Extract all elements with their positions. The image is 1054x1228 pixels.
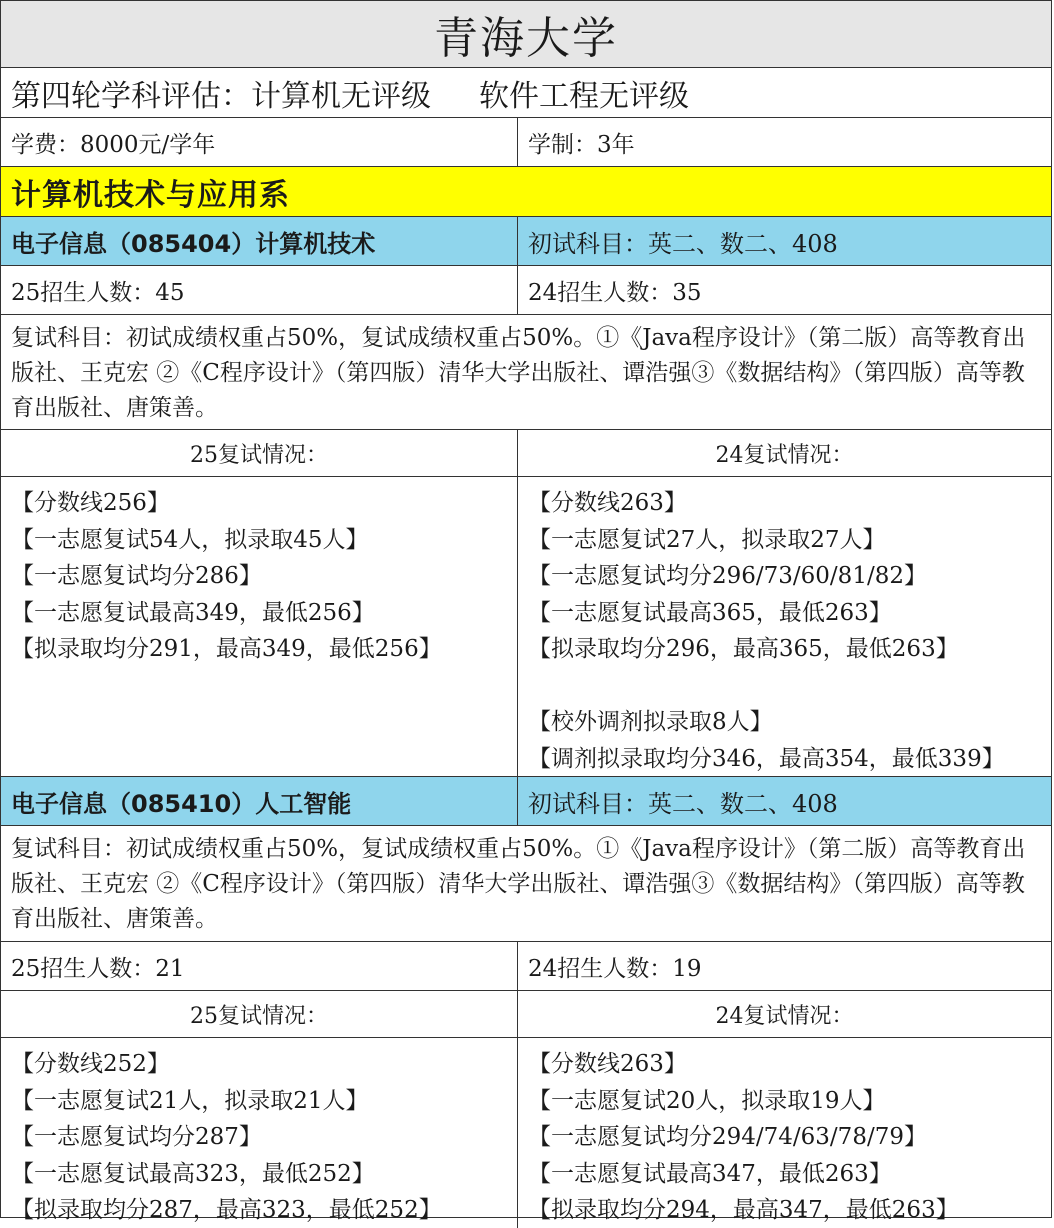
list-item: 【拟录取均分287，最高323，最低252】	[11, 1197, 442, 1223]
retest-subjects: 复试科目：初试成绩权重占50%，复试成绩权重占50%。①《Java程序设计》（第二版）高等教育出版社、王克宏 ②《C程序设计》（第四版）清华大学出版社、谭浩强③《数据结构》（第四版）高等教育出版社、唐策善。	[11, 836, 1026, 932]
retest-24-header: 24复试情况：	[715, 1003, 854, 1029]
retest-header-row	[1, 430, 1051, 477]
university-title: 青海大学	[1, 1, 1051, 67]
retest-25-header: 25复试情况：	[1, 430, 518, 476]
list-item: 【一志愿复试54人，拟录取45人】	[11, 526, 369, 553]
retest-subjects: 复试科目：初试成绩权重占50%，复试成绩权重占50%。①《Java程序设计》（第二版）高等教育出版社、王克宏 ②《C程序设计》（第四版）清华大学出版社、谭浩强③《数据结构》（第四版）高等教育出版社、唐策善。	[11, 325, 1026, 421]
evaluation-cs: 第四轮学科评估：计算机无评级	[11, 78, 431, 114]
evaluation-row	[1, 68, 1051, 118]
list-item: 【拟录取均分294，最高347，最低263】	[528, 1197, 959, 1223]
evaluation-se: 软件工程无评级	[479, 78, 689, 114]
enroll-25: 25招生人数：45	[1, 266, 518, 314]
exam-subjects: 初试科目：英二、数二、408	[518, 777, 1051, 825]
list-item: 【一志愿复试最高323，最低252】	[11, 1160, 375, 1187]
list-item: 【分数线263】	[528, 1051, 687, 1077]
program-name: 电子信息（085404）计算机技术	[11, 229, 376, 258]
list-item: 【拟录取均分296，最高365，最低263】	[528, 636, 959, 662]
list-item: 【一志愿复试均分294/74/63/78/79】	[528, 1124, 927, 1150]
list-item: 【一志愿复试均分296/73/60/81/82】	[528, 563, 927, 589]
enroll-24: 24招生人数：19	[528, 955, 702, 982]
program-header-row	[1, 777, 1051, 826]
list-item: 【调剂拟录取均分346，最高354，最低339】	[528, 745, 1005, 772]
retest-subjects-row	[1, 826, 1051, 942]
retest-24-list	[518, 1038, 1051, 1228]
retest-subjects-row	[1, 315, 1051, 430]
list-item: 【一志愿复试20人，拟录取19人】	[528, 1087, 886, 1114]
enrollment-row	[1, 942, 1051, 991]
list-item: 【分数线252】	[11, 1051, 170, 1077]
department-row	[1, 167, 1051, 217]
list-item: 【一志愿复试最高349，最低256】	[11, 599, 375, 626]
program-name: 电子信息（085410）人工智能	[11, 789, 352, 818]
exam-subjects: 初试科目：英二、数二、408	[518, 217, 1051, 265]
enroll-25: 25招生人数：21	[1, 942, 518, 990]
retest-25-header: 25复试情况：	[1, 991, 518, 1037]
list-item: 【一志愿复试均分286】	[11, 563, 262, 589]
retest-25-list	[1, 1038, 518, 1228]
program-header-row	[1, 217, 1051, 266]
list-item: 【一志愿复试21人，拟录取21人】	[11, 1087, 369, 1114]
retest-25-list	[1, 477, 518, 776]
list-item: 【一志愿复试27人，拟录取27人】	[528, 526, 886, 553]
title-row	[1, 1, 1051, 68]
list-item: 【一志愿复试均分287】	[11, 1124, 262, 1150]
retest-detail-row	[1, 477, 1051, 777]
list-item: 【一志愿复试最高347，最低263】	[528, 1160, 892, 1187]
enroll-24: 24招生人数：35	[528, 279, 702, 306]
retest-detail-row	[1, 1038, 1051, 1228]
list-item: 【分数线256】	[11, 490, 170, 516]
discipline-evaluation	[1, 68, 1051, 117]
list-item: 【一志愿复试最高365，最低263】	[528, 599, 892, 626]
retest-24-header: 24复试情况：	[715, 442, 854, 468]
list-item: 【拟录取均分291，最高349，最低256】	[11, 636, 442, 662]
list-item: 【校外调剂拟录取8人】	[528, 709, 773, 735]
retest-24-list	[518, 477, 1051, 776]
department-name: 计算机技术与应用系	[1, 167, 1051, 216]
list-item: 【分数线263】	[528, 490, 687, 516]
duration: 学制：3年	[528, 131, 635, 158]
tuition: 学费：8000元/学年	[1, 118, 518, 166]
enrollment-row	[1, 266, 1051, 315]
fee-row	[1, 118, 1051, 167]
retest-header-row	[1, 991, 1051, 1038]
